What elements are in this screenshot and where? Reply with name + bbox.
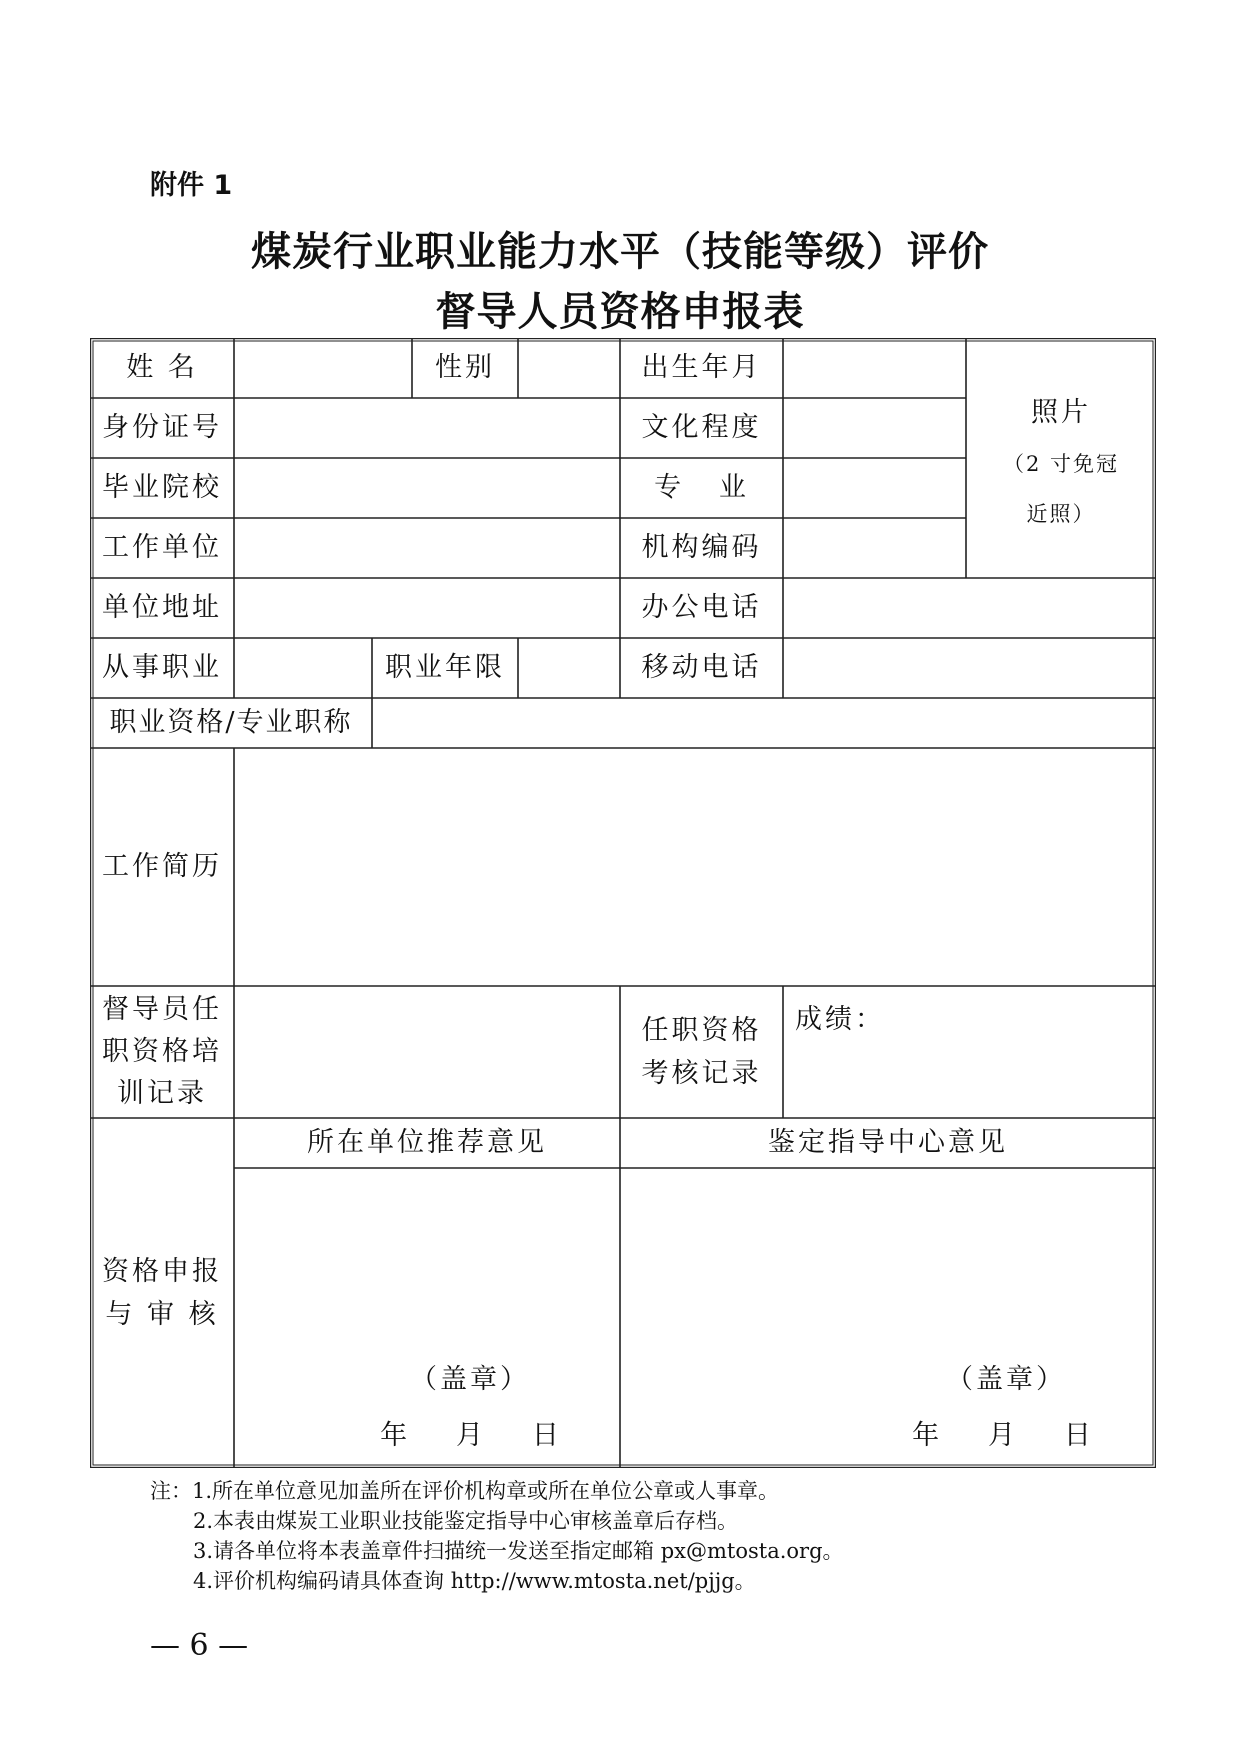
label-work-unit: 工作单位: [102, 531, 222, 563]
label-training-line2: 职资格培: [102, 1036, 222, 1068]
note-3: 3.请各单位将本表盖章件扫描统一发送至指定邮箱 px@mtosta.org。: [193, 1539, 844, 1563]
note-4: 4.评价机构编码请具体查询 http://www.mtosta.net/pjjg。: [193, 1569, 756, 1593]
label-assessment-record: [620, 986, 783, 1118]
label-photo: 照片: [1031, 396, 1091, 428]
form-title-line1: 煤炭行业职业能力水平（技能等级）评价: [251, 229, 989, 275]
photo-note-line2: 近照）: [1026, 502, 1096, 527]
label-birth: 出生年月: [641, 351, 762, 383]
application-form-table: [90, 338, 1156, 1468]
label-training-record: [90, 986, 234, 1118]
label-major: 专 业: [654, 471, 749, 503]
note-1: 注：1.所在单位意见加盖所在评价机构章或所在单位公章或人事章。: [150, 1479, 780, 1503]
label-review: [90, 1118, 234, 1468]
label-school: 毕业院校: [102, 471, 222, 503]
label-training-line3: 训记录: [117, 1077, 207, 1109]
label-score: 成绩：: [795, 1003, 885, 1035]
label-office-phone: 办公电话: [641, 591, 762, 623]
label-name: 姓 名: [126, 351, 198, 383]
seal-right: （盖章）: [946, 1363, 1066, 1395]
label-training-line1: 督导员任: [102, 994, 222, 1026]
label-occupation-years: 职业年限: [385, 651, 505, 683]
label-review-line1: 资格申报: [102, 1255, 222, 1287]
date-left: 年 月 日: [380, 1419, 560, 1451]
label-mobile-phone: 移动电话: [641, 651, 762, 683]
label-center-opinion: 鉴定指导中心意见: [768, 1126, 1008, 1158]
label-org-code: 机构编码: [641, 531, 762, 563]
label-id-number: 身份证号: [102, 411, 222, 443]
page-number: — 6 —: [150, 1628, 249, 1663]
label-education: 文化程度: [641, 411, 762, 443]
label-assessment-line1: 任职资格: [641, 1014, 762, 1046]
label-occupation: 从事职业: [102, 651, 222, 683]
date-right: 年 月 日: [912, 1419, 1092, 1451]
label-review-line2: 与 审 核: [105, 1299, 219, 1330]
label-unit-opinion: 所在单位推荐意见: [307, 1126, 547, 1158]
seal-left: （盖章）: [410, 1363, 530, 1395]
attachment-label: 附件 1: [150, 170, 233, 201]
note-2: 2.本表由煤炭工业职业技能鉴定指导中心审核盖章后存档。: [193, 1509, 739, 1533]
label-assessment-line2: 考核记录: [641, 1058, 762, 1089]
form-title-line2: 督导人员资格申报表: [435, 289, 805, 335]
label-resume: 工作简历: [102, 850, 222, 882]
photo-note-line1: （2 寸免冠: [1002, 452, 1120, 477]
label-unit-address: 单位地址: [102, 591, 222, 623]
label-qualification: 职业资格/专业职称: [109, 706, 353, 738]
label-gender: 性别: [435, 351, 495, 383]
